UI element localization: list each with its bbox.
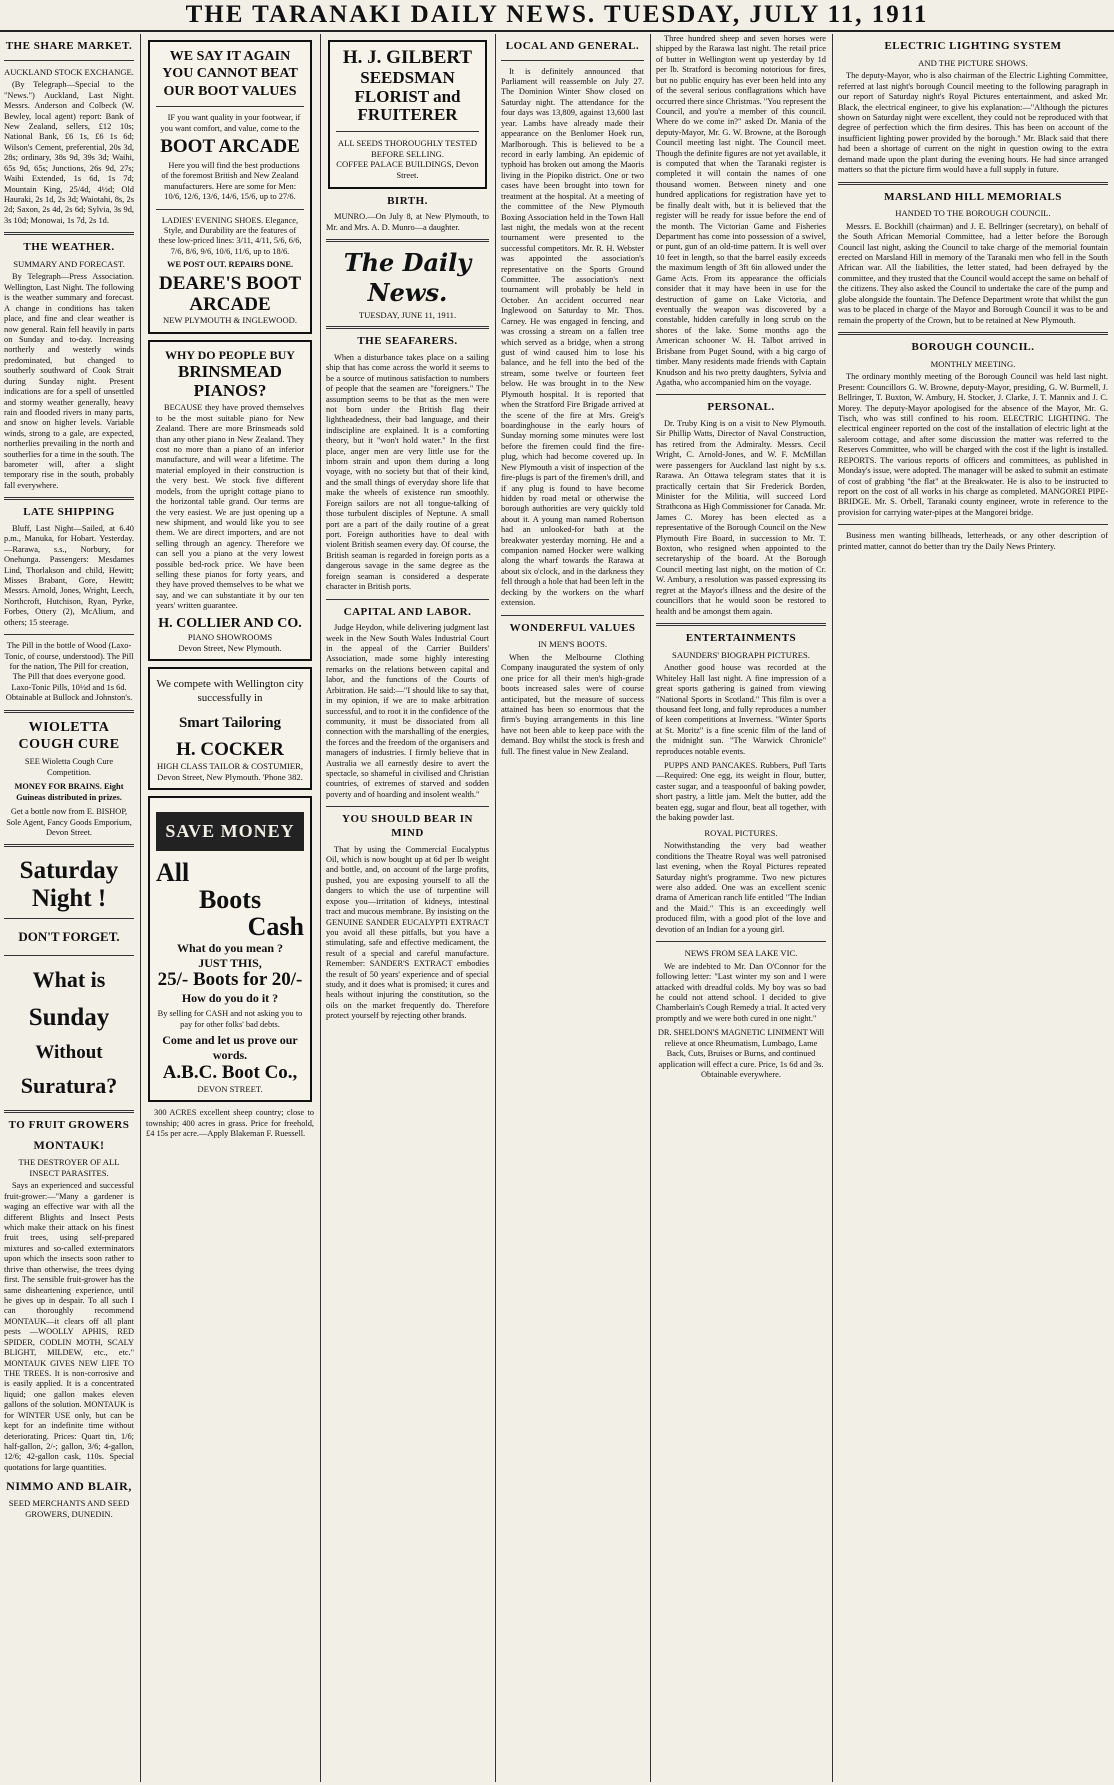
weather-heading: THE WEATHER. (23, 241, 115, 254)
column-rule (140, 34, 141, 1782)
column-5 (656, 34, 826, 1782)
nimmo-blair: NIMMO AND BLAIR, (6, 1479, 132, 1494)
boot-arcade-title: BOOT ARCADE (160, 135, 300, 157)
shipping-report: Bluff, Last Night—Sailed, at 6.40 p.m., Manuka, for Hobart. Yesterday.—Rarawa, s.s., Norbury, for Onehunga. Passengers: Mesdames Lind, Thorlakson and child, Hewitt; Misses Brabant, Gore, Hewitt; Messrs. Arnold, Jones, Wright, Leech, Northcroft, Hutchison, Ryan, Pyrke, Forbes, Ottery (2), McAlium, and others; 15 steerage. (4, 523, 134, 627)
cocker-address: Devon Street, New Plymouth. 'Phone 382. (157, 771, 303, 782)
pill-advert: The Pill in the bottle of Wood (Laxo-Tonic, of course, understood). The Pill for the nation, The Pill for creation, The Pill that does everyone good. Laxo-Tonic Pills, 10½d and 1s 6d. Obtainable at Bullock and Johnston's. (4, 641, 134, 703)
entertainments-heading: ENTERTAINMENTS (685, 631, 797, 644)
electric-lighting-heading: ELECTRIC LIGHTING SYSTEM (884, 40, 1062, 52)
dateline: TUESDAY, JUNE 11, 1911. (358, 309, 457, 320)
seafarers-text: When a disturbance takes place on a sailing ship that has come across the world it seems to be a source of mutinous satisfaction to numbers of people that the seamen are "foreigners." The assumption seems to be that as the men were not born under the British flag their lightheadedness, their bad language, and their indiscipline are explained. It is a comforting theory, but it "won't hold water." In the first place, anger men are very little use for the inborn strain and upon them during a long voyage, with no society but that of their kind, and the small things of everyday shore life that make the wheels of existence run smoothly. Foreign sailors are not all tongue-talking of those turbulent disciples of Neptune. A small port are a part of the daily routine of a great port. Foreign authorities have to deal with violent British seamen every day. Of course, the British seaman is regarded in foreign ports as a dangerous savage in the same degree as the foreign seaman is considered a desperate character in British ports. (326, 352, 489, 592)
just-this: JUST THIS, (198, 955, 262, 970)
biograph-text: Another good house was recorded at the Whiteley Hall last night. A fine impression of a great sports gathering is gained from viewing "National Sports in Scotland." This film is over a thousand feet long, and fully reproduces a number of keen competitions at Inverness. "Winter Sports at St. Moritz" is a fine scenic film of the land of the midnight sun. "The Warwick Chronicle" reproduces notable events. (656, 663, 826, 756)
royal-pictures-heading: ROYAL PICTURES. (704, 827, 778, 838)
night-text: Night ! (31, 884, 107, 912)
sheldon-liniment: DR. SHELDON'S MAGNETIC LINIMENT Will relieve at once Rheumatism, Lumbago, Lame Back, Cuts, Bruises or Burns, and continued application will effect a cure. Price, 1s 6d and 3s. Obtainable everywhere. (657, 1028, 825, 1079)
montauk-text: Says an experienced and successful fruit-grower:—"Many a gardener is waging an effective war with all the different Blights and Insect Pests which make their attack on his finest fruit trees, using self-prepared mixtures and so-called exterminators upon which the insects soon rather to thrive than otherwise, the trees dying first. The sensible fruit-grower has the same disheartening experience, until he gives up in despair. To all such I can thoroughly recommend MONTAUK—it clears off all plant pests —WOOLLY APHIS, RED SPIDER, CODLIN MOTH, SCALY BLIGHT, MILDEW, etc., etc." MONTAUK GIVES NEW LIFE TO THE TREES. It is non-corrosive and is easily applied. It is a concentrated liquid; one gallon makes eleven gallons of the solution. MONTAUK is for WINTER USE only, but can be kept for an indefinite time without deteriorating. Prices: Quart tin, 1/6; half-gallon, 2/-; gallon, 3/6; 4-gallon, 12/6; 42-gallon cask, 110s. Special quotations for large quantities. (4, 1181, 134, 1472)
cough-cure-heading: WIOLETTA COUGH CURE (18, 719, 120, 753)
post-out-text: WE POST OUT. REPAIRS DONE. (166, 260, 294, 270)
local-general-heading: LOCAL AND GENERAL. (505, 40, 640, 52)
cocker-advert (148, 667, 312, 790)
biograph-heading: SAUNDERS' BIOGRAPH PICTURES. (672, 649, 810, 660)
column-6 (838, 34, 1108, 1782)
brinsmead-title: BRINSMEAD PIANOS? (178, 361, 282, 400)
marsland-heading: MARSLAND HILL MEMORIALS (884, 190, 1062, 203)
sea-lake-text: We are indebted to Mr. Dan O'Connor for the following letter: "Last winter my son and I were attacked with dreadful colds. My boy was so bad he could not attend school. I decided to give Chamberlain's Cough Remedy a trial. It acted very promptly and we were both cured in one night." (656, 961, 826, 1023)
brinsmead-text: BECAUSE they have proved themselves to be the most suitable piano for New Zealand. There are more Brinsmeads sold than any other piano in New Zealand. They cost no more than a piano of an inferior manufacture, and will wear a lifetime. The material employed in their construction is the very best. We stock five different models, from the upright cottage piano to the horizontal table grand. Our terms are the very easiest. We are just opening up a new shipment, and would like you to see them. We are direct importers, and are not selling through an agency. Therefore we can sell you a piano at the very lowest possible bed-rock price. We have been selling these pianos for forty years, and they have proved themselves to be what we say, and we can substantiate it by our ten years' written guarantee. (156, 403, 304, 611)
abc-boot-title: A.B.C. Boot Co., (162, 1061, 298, 1083)
all-text: All (156, 857, 190, 887)
cash-text: Cash (247, 912, 304, 942)
how-do-you-do-it: How do you do it ? (181, 991, 279, 1006)
boot-arcade-advert (148, 40, 312, 334)
montauk-subtitle: THE DESTROYER OF ALL INSECT PARASITES. (18, 1157, 120, 1178)
say-it-again-headline: WE SAY IT AGAIN YOU CANNOT BEAT OUR BOOT VALUES (162, 49, 298, 99)
suratura-advert (4, 857, 134, 1099)
column-2 (146, 34, 314, 1782)
royal-pictures-text: Notwithstanding the very bad weather conditions the Theatre Royal was well patronised last evening, when the Royal Pictures repeated Saturday night's programme. Two new pictures were also added. One was an excellent scenic drama of American ranch life entitled "The Indian and the Maid." This is an exceedingly well produced film, with a good plot of the love and devotion of an Indian for a young girl. (656, 841, 826, 934)
wonderful-values-heading: WONDERFUL VALUES (509, 621, 636, 634)
sea-lake-heading: NEWS FROM SEA LAKE VIC. (684, 948, 798, 959)
bear-in-mind-text: That by using the Commercial Eucalyptus Oil, which is now bought up at 6d per lb weight and bottle, and, on account of the large profits, pushed, you are exposing yourself to all the dangers to which the use of turpentine will expose you—irritation of kidneys, intestinal tract and mucous membrane. By insisting on the GENUINE SANDER EUCALYPTI EXTRACT you avoid all these pitfalls, but you have a stimulating, safe and effective medicament, the result of a special and careful manufacture. Remember: SANDER'S EXTRACT embodies the result of 50 years' experience and of special study, and it does what is promised; it cures and heals without injuring the constitution, so the oils on the market frequently do. Therefore protect yourself by rejecting other brands. (326, 844, 489, 1021)
nimmo-blair-sub: SEED MERCHANTS AND SEED GROWERS, DUNEDIN. (8, 1498, 130, 1519)
cocker-text: We compete with Wellington city successfully in (156, 678, 304, 705)
collier-title: H. COLLIER AND CO. (158, 615, 302, 631)
montauk-title: MONTAUK! (33, 1138, 105, 1153)
share-subheading: AUCKLAND STOCK EXCHANGE. (4, 66, 134, 77)
cocker-sub: HIGH CLASS TAILOR & COSTUMIER, (157, 761, 303, 772)
borough-council-heading: BOROUGH COUNCIL. (911, 341, 1035, 353)
gilbert-title: H. J. GILBERT (342, 47, 473, 68)
wonderful-values-text: When the Melbourne Clothing Company inaugurated the system of only one price for all their men's high-grade boots increased sales were of course anticipated, but the measure of success attained has been so enormous that the firm's buying arrangements in this line have not been able to keep pace with the demand. Buy whilst the stock is fresh and full. The finest value in New Zealand. (501, 652, 644, 756)
what-is-text: What is (32, 967, 106, 993)
smart-tailoring: Smart Tailoring (178, 714, 282, 731)
bear-in-mind-heading: YOU SHOULD BEAR IN MIND (342, 813, 473, 839)
birth-notice: MUNRO.—On July 8, at New Plymouth, to Mr. and Mrs. A. D. Munro—a daughter. (326, 212, 489, 232)
capital-labor-heading: CAPITAL AND LABOR. (343, 605, 472, 618)
brinsmead-question: WHY DO PEOPLE BUY (165, 348, 295, 363)
acres-notice: 300 ACRES excellent sheep country; close to township; 400 acres in grass. Price for freehold, £4 15s per acre.—Apply Blakeman F. Ruessell. (146, 1108, 314, 1139)
borough-council-text: The ordinary monthly meeting of the Borough Council was held last night. Present: Councillors G. W. Browne, deputy-Mayor, presiding, G. W. Burmell, J. Bellringer, T. Buxton, W. Ambury, H. Stocker, J. Clarke, J. T. Mannix and J. C. Morey. The deputy-Mayor apologised for the absence of the Mayor, Mr. G. Tisch, who was still confined to his room. ELECTRIC LIGHTING. The electrical engineer reported on the cost of the installation of electric light at the saleroom cottage, and after some discussion the matter was referred to the Reserves Committee, who will be charged with the cost if the light is installed. REPORTS. The various reports of officers and committees, as published in Monday's issue, were adopted. The manager will be asked to submit an estimate of cost of grabbing "the flat" at the Breakwater. He is also to be instructed to report on the cost of all works in his charge as completed. MANGOREI PIPE-BRIDGE. Mr. S. Orbell, Taranaki county engineer, wrote in reference to the provision for carrying water-pipes at the Mangorei bridge. (838, 372, 1108, 517)
deares-boot-arcade-title: DEARE'S BOOT ARCADE (158, 272, 301, 315)
shipping-heading: LATE SHIPPING (23, 506, 115, 519)
bishop-agent: Get a bottle now from E. BISHOP, Sole Agent, Fancy Goods Emporium, Devon Street. (6, 807, 132, 837)
money-for-brains: MONEY FOR BRAINS. Eight Guineas distributed in prizes. (14, 782, 124, 802)
wonderful-values-sub: IN MEN'S BOOTS. (537, 639, 608, 650)
birth-heading: BIRTH. (387, 194, 428, 207)
share-report: (By Telegraph—Special to the "News.") Auckland, Last Night. Messrs. Anderson and Colbeck (W. Bewley, local agent) report: Bank of New Zealand, sellers, £12 10s; National Bank, £6 1s, £6 1s 6d; Wilson's Cement, preferential, 20s 3d, 28s; ordinary, 38s 9d, 39s 3d; Waihi, 65s 9d, 65s; Junctions, 26s 9d, 27s; Waihi Extended, 1s 6d, 1s 7d; Mountain King, 25/4d, 4½d; Old Hauraki, 2s 1d, 2s 3d; Waiotahi, 8s, 2s 2d; Saxon, 2s 4d, 2s 6d; Sylvia, 3s 9d, 3s 10d; Monowai, 1s 7d, 2s 1d. (4, 80, 134, 225)
suratura-text: Suratura? (20, 1073, 118, 1099)
pancakes-recipe: PUPPS AND PANCAKES. Rubbers, Pufl Tarts—Required: One egg, its weight in flour, butter, caster sugar, and a teaspoonful of baking powder, short pastry, a little jam. Melt the butter, add the beaten egg, sugar and flour, beat all together, with the baking powder last. (656, 761, 826, 823)
fruit-growers-heading: TO FRUIT GROWERS (8, 1118, 130, 1131)
column-rule (650, 34, 651, 1782)
column-1 (4, 34, 134, 1782)
seeds-tested: ALL SEEDS THOROUGHLY TESTED BEFORE SELLING. (337, 137, 478, 159)
column-rule (495, 34, 496, 1782)
collier-address: Devon Street, New Plymouth. (178, 642, 282, 653)
electric-lighting-text: The deputy-Mayor, who is also chairman of the Electric Lighting Committee, referred at last night's borough Council meeting to the following paragraph in our report of Saturday night's Royal Pictures entertainment, and asked Mr. Black, the electrical engineer, to give his explanation:—"Although the pictures shown on Saturday night were excellent, they could not be reproduced with that degree of perfection which the firm desires. This has been on account of the insufficient lighting power provided by the borough." Mr. Black said that there had been a shortage of current on the night in question owing to the extra demand made upon the plant during the evening hours. He had since arranged matters so that the picture firm would have a full supply in future. (838, 71, 1108, 175)
boots-price: 25/- Boots for 20/- (157, 969, 303, 991)
collier-sub: PIANO SHOWROOMS (187, 632, 273, 643)
abc-address: DEVON STREET. (197, 1083, 263, 1094)
saturday-text: Saturday (19, 857, 119, 885)
brinsmead-advert (148, 340, 312, 661)
ladies-shoes-text: LADIES' EVENING SHOES. Elegance, Style, and Durability are the features of these low-priced lines: 3/11, 4/11, 5/6, 6/6, 7/6, 8/6, 9/6, 10/6, 11/6, up to 18/6. (158, 215, 302, 256)
marsland-sub: HANDED TO THE BOROUGH COUNCIL. (895, 208, 1051, 219)
weather-subheading: SUMMARY AND FORECAST. (13, 258, 125, 269)
boot-men-prices: Here you will find the best productions of the foremost British and New Zealand manufacturers. Here are some for Men: 10/6, 12/6, 13/6, 14/6, 15/6, up to 27/6. (161, 160, 300, 202)
save-money-banner: SAVE MONEY (156, 812, 304, 850)
abc-boot-advert (148, 796, 312, 1102)
capital-labor-text: Judge Heydon, while delivering judgment last week in the New South Wales Industrial Court in the appeal of the Carrier Builders' Association, made some highly interesting remarks on the relations between capital and labor, and the functions of the Courts of Arbitration. He said:—"I should like to say that, in my opinion, if we are to make arbitration successful, and to root it in the confidence of the community, it must be dissociated from all connection with the marshalling of the energies, the forces and the freedom of the organisers and managers of industries. I firmly believe that in Australia we all earnestly desire to avert the spectacle, so shameful in civilised and Christian countries, of extremes of starved and sodden poverty and of hoarding and insolent wealth." (326, 623, 489, 799)
dont-forget-text: DON'T FORGET. (18, 929, 120, 945)
masthead (0, 0, 1114, 32)
masthead-title: THE TARANAKI DAILY NEWS. TUESDAY, JULY 11, 1911 (185, 1, 929, 28)
what-do-you-mean: What do you mean ? (176, 940, 283, 955)
cash-explanation: By selling for CASH and not asking you to pay for other folks' bad debts. (157, 1009, 303, 1029)
personal-text: Dr. Truby King is on a visit to New Plymouth. Sir Phillip Watts, Director of Naval Construction, has retired from the Admiralty. Messrs. Cecil Wright, C. Arnold-Jones, and W. F. McMillan were passengers for Auckland last night by s.s. Rarawa. An Ottawa telegram states that it is practically certain that Sir Frederick Borden, Minister for the Militia, will succeed Lord Strathcona as High Commissioner for Canada. Mr. James C. Morey has been elected as a representative of the Borough Council on the New Plymouth Fire Board, in succession to Mr. T. Boxton, who resigned when appointed to the secretaryship of the board. At the Borough Council meeting last night, on the motion of Cr. W. Ambury, a resolution was passed expressing its regret at the Mayor's illness and the desire of the councillors that he would soon be restored to health and be amongst them again. (656, 418, 826, 616)
cough-cure-text: SEE Wioletta Cough Cure Competition. (24, 757, 114, 777)
personal-heading: PERSONAL. (707, 401, 775, 414)
weather-report: By Telegraph—Press Association. Wellington, Last Night. The following is the weather summary and forecast. A change in conditions has taken place, and fine and clear weather is now general. Rain fell heavily in parts on Sunday and to-day. Increasing northerly and westerly winds predominated, but changed to southerly southward of Cook Strait during Sunday night. Present indications are for a spell of unsettled and stormy weather generally, heavy rain and flooded rivers in many parts, and snow on higher levels. Variable winds, strong to a gale, are expected, northerlies prevailing in the north and southerlies for a time in the south. The barometer will, after a slight temporary rise in the south, probably fall everywhere. (4, 272, 134, 490)
boot-quality-text: IF you want quality in your footwear, if you want comfort, and value, come to the (160, 113, 301, 133)
printery-notice: Business men wanting billheads, letterheads, or any other description of printed matter, cannot do better than try the Daily News Printery. (838, 531, 1108, 551)
sunday-text: Sunday (28, 1003, 110, 1031)
local-general-text: It is definitely announced that Parliament will reassemble on July 27. The Dominion Winter Show closed on Saturday night. The attendance for the four days was 13,809, against 13,600 last year. Lambs have already made their appearance on the Benlomer Hoek run, Marlborough. This is believed to be a record in early lambing. An epidemic of typhoid has broken out among the Maoris living in the Piopiko district. One or two cases have been brought into town for treatment at the hospital. At a meeting of the committee of the New Plymouth Boxing Association held in the Town Hall last night, the medals won at the recent tournament were presented to the successful competitors. Mr. R. H. Webster was appointed the association's representative on the Sports Ground Committee. The association's next tournament will probably be held in October. An accident occurred near Inglewood on Saturday to Mr. Thos. Carney. He was engaged in fencing, and was crossing a stream on a fallen tree which served as a bridge, when a strong gust of wind caused him to lose his balance, and he fell into the bed of the stream, some twelve or fourteen feet below. He was brought in to the New Plymouth hospital. It is reported that when the Stratford Fire Brigade arrived at the scene of the fire at Mrs. Greig's boardinghouse in the early hours of Sunday morning some minutes were lost before the firemen could find the fire-plug, which had become covered up. In New Plymouth a visit of inspection of the fire-plugs is part of the firemen's drill, and if any plug is found to have become hidden by road metal or otherwise the borough authorities are very quickly told about it. A young man named Robertson had an unlooked-for bath at the breakwater yesterday morning. He and a companion named Hocker were walking along the wharf towards the Rarawa at about six o'clock, and in the darkness they fell through a hole that had been left in the decking by the workers on the wharf extension. (501, 66, 644, 608)
monthly-meeting-sub: MONTHLY MEETING. (930, 358, 1016, 369)
boots-text: Boots (198, 885, 262, 915)
coffee-palace: COFFEE PALACE BUILDINGS, Devon Street. (336, 159, 479, 180)
prove-our-words: Come and let us prove our words. (162, 1033, 298, 1062)
seafarers-heading: THE SEAFARERS. (357, 335, 458, 348)
news-items: Three hundred sheep and seven horses were shipped by the Rarawa last night. The retail price of butter in Wellington went up yesterday by 1d per lb. Stratford is becoming notorious for fires, but no public enquiry has ever been held into any of the several serious conflagrations which have occurred there since Christmas. "You represent the Council, and you're a member of this council. Where do we come in?" asked Dr. Mania of the deputy-Mayor, Mr. G. W. Browne, at the Borough Council meeting last night. The Council meet. Though the definite figures are not yet available, it is computed that when the Taranaki register is completed it will contain the names of one thousand women. Between ninety and one hundred applications for registration have yet to be finally dealt with, but it is believed that the register will be ready for issue before the end of the month. The Victorian Game and Fisheries Department has come into possession of a swivel, or punt, gun of an old-time pattern. It is well over 10 feet in length, so that the barrel easily exceeds the maximum length of 3ft 6in allowed under the Game Acts. From its appearance the officials consider that it may have been in use for the destruction of game on Lake Victoria, and eventually the weapon was discovered by a constable, hidden carefully in long scrub on the shores of the lake. Some months ago the American schooner W. H. Talbot arrived in Brisbane from Puget Sound, with a big cargo of timber. Many residents made friends with Captain Knudson and his two pretty daughters, Sylvia and Agatha, who accompanied him on the voyage. (656, 34, 826, 387)
seedsman-title: SEEDSMAN FLORIST and FRUITERER (354, 67, 461, 125)
column-rule (832, 34, 833, 1782)
deares-location: NEW PLYMOUTH & INGLEWOOD. (162, 315, 298, 326)
without-text: Without (35, 1041, 103, 1063)
gilbert-advert (328, 40, 487, 189)
picture-shows-sub: AND THE PICTURE SHOWS. (918, 57, 1028, 68)
column-3 (326, 34, 489, 1782)
column-rule (320, 34, 321, 1782)
column-4 (501, 34, 644, 1782)
share-market-heading: THE SHARE MARKET. (5, 40, 133, 52)
marsland-text: Messrs. E. Bockhill (chairman) and J. E. Bellringer (secretary), on behalf of the South African Memorial Committee, had a letter before the Borough Council last night, asking the Council to take charge of the memorial fountain erected on Marsland Hill in memory of the Taranaki men who fell in the South African war. All the liabilities, the letter stated, had been defrayed by the committee, and they trusted that the Council would accept the same on behalf of the citizens. They also asked the Council to undertake the care of the pump and globe alongside the fountain. The Defence Department wrote that whilst the gun was to be placed in charge of the Mayor and Borough Council it was to be and remain the property of the Crown, but to be retained at New Plymouth. (838, 221, 1108, 325)
cocker-title: H. COCKER (176, 739, 284, 761)
daily-news-nameplate: The Daily News. (343, 248, 472, 307)
